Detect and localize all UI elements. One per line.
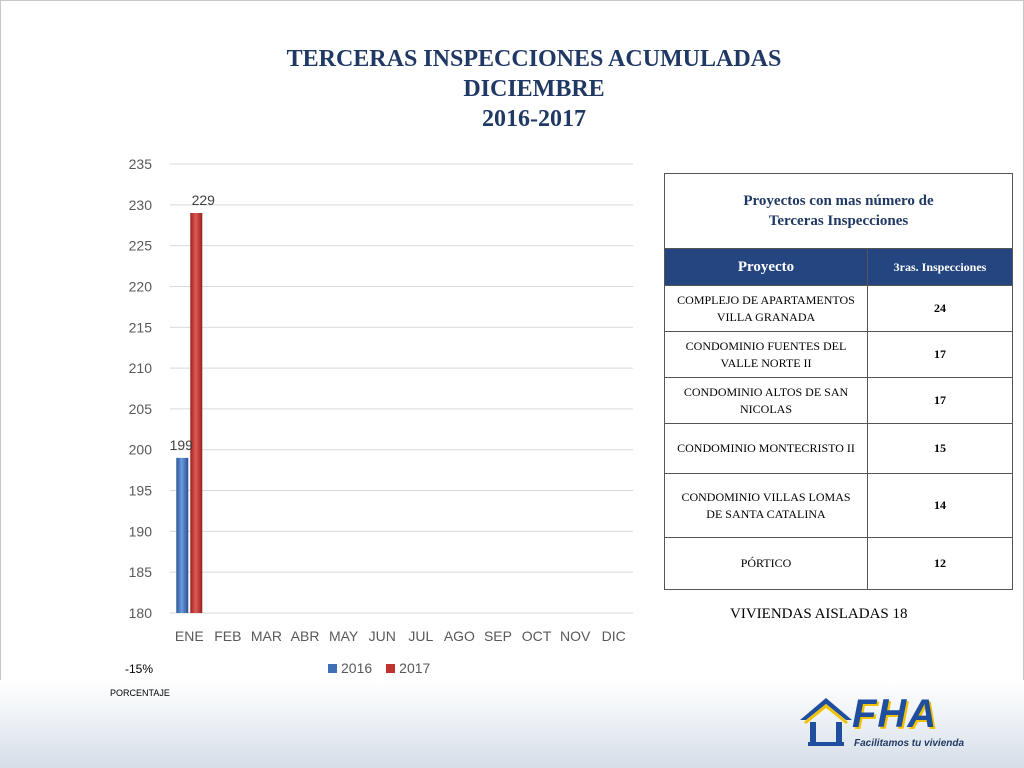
chart-legend: [328, 660, 430, 676]
title-line-2: DICIEMBRE: [463, 76, 605, 102]
table-title-line-1: Proyectos con mas número de: [743, 193, 934, 209]
table-title: [665, 174, 1013, 249]
x-tick-label: MAR: [250, 628, 283, 644]
legend-item-2017: [386, 660, 430, 676]
logo-text: FHA: [852, 692, 938, 736]
project-name-line-1: CONDOMINIO FUENTES DEL: [685, 338, 847, 353]
legend-label-2017: 2017: [399, 660, 431, 676]
column-header-project: Proyecto: [665, 249, 868, 286]
house-icon: [796, 694, 856, 750]
x-tick-label: MAY: [328, 628, 359, 644]
table-row: [665, 424, 1013, 474]
y-tick-label: 225: [128, 237, 152, 254]
x-tick-label: FEB: [214, 628, 242, 644]
legend-swatch-2017: [386, 664, 395, 673]
table-row: [665, 538, 1013, 590]
project-name-line-1: CONDOMINIO VILLAS LOMAS: [681, 489, 851, 504]
project-name-line-1: CONDOMINIO MONTECRISTO II: [677, 441, 855, 455]
table-row: [665, 286, 1013, 332]
project-name-line-1: CONDOMINIO ALTOS DE SAN: [683, 384, 849, 399]
y-tick-label: 215: [128, 319, 152, 336]
legend-swatch-2016: [328, 664, 337, 673]
project-count: 15: [868, 424, 1013, 474]
project-name-line-2: VALLE NORTE II: [720, 355, 812, 370]
y-tick-label: 210: [128, 360, 152, 377]
y-tick-label: 180: [128, 605, 152, 621]
project-name: [665, 538, 868, 590]
x-tick-label: DIC: [601, 628, 626, 644]
fha-logo: [796, 690, 1006, 752]
y-tick-label: 220: [128, 278, 152, 295]
table-title-line-2: Terceras Inspecciones: [768, 213, 909, 229]
x-tick-label: JUL: [408, 628, 434, 644]
x-tick-label: ENE: [174, 628, 204, 644]
project-count: 12: [868, 538, 1013, 590]
project-name-line-2: NICOLAS: [739, 401, 792, 416]
x-tick-label: ABR: [290, 628, 320, 644]
data-label-2016: 199: [169, 436, 193, 453]
bar-chart: [100, 150, 640, 650]
title-line-1: TERCERAS INSPECCIONES ACUMULADAS: [286, 46, 782, 72]
table-row: [665, 378, 1013, 424]
project-count: 17: [868, 378, 1013, 424]
y-tick-label: 185: [128, 564, 152, 581]
x-tick-label: NOV: [559, 628, 591, 644]
project-name: [665, 332, 868, 378]
project-count: 14: [868, 474, 1013, 538]
y-tick-label: 195: [128, 482, 152, 499]
project-name-line-2: DE SANTA CATALINA: [706, 506, 826, 521]
project-count: 17: [868, 332, 1013, 378]
project-name-line-1: COMPLEJO DE APARTAMENTOS: [677, 292, 855, 307]
legend-label-2016: 2016: [341, 660, 373, 676]
table-row: [665, 474, 1013, 538]
page-title: [200, 44, 868, 134]
project-name: [665, 286, 868, 332]
y-tick-label: 205: [128, 400, 152, 417]
x-tick-label: JUN: [368, 628, 396, 644]
logo-tagline: Facilitamos tu vivienda: [854, 738, 965, 749]
legend-item-2016: [328, 660, 372, 676]
column-header-count: 3ras. Inspecciones: [868, 249, 1013, 286]
project-name: [665, 474, 868, 538]
x-tick-label: SEP: [483, 628, 512, 644]
viviendas-aisladas-note: VIVIENDAS AISLADAS 18: [730, 606, 908, 622]
y-tick-label: 200: [128, 441, 152, 458]
project-name-line-2: VILLA GRANADA: [716, 309, 816, 324]
y-tick-label: 235: [128, 156, 152, 172]
project-count: 24: [868, 286, 1013, 332]
title-line-3: 2016-2017: [482, 106, 586, 132]
percentage-value: -15%: [125, 662, 154, 676]
bar-2016-ENE: [176, 458, 188, 613]
table-row: [665, 332, 1013, 378]
project-name: [665, 378, 868, 424]
data-label-2017: 229: [191, 191, 215, 208]
percentage-label: PORCENTAJE: [110, 688, 170, 698]
x-tick-label: OCT: [521, 628, 552, 644]
projects-table: [664, 173, 1013, 590]
y-tick-label: 230: [128, 196, 152, 213]
bar-2017-ENE: [190, 213, 202, 613]
project-name-line-1: PÓRTICO: [740, 556, 792, 570]
x-tick-label: AGO: [443, 628, 475, 644]
project-name: [665, 424, 868, 474]
y-tick-label: 190: [128, 523, 152, 540]
